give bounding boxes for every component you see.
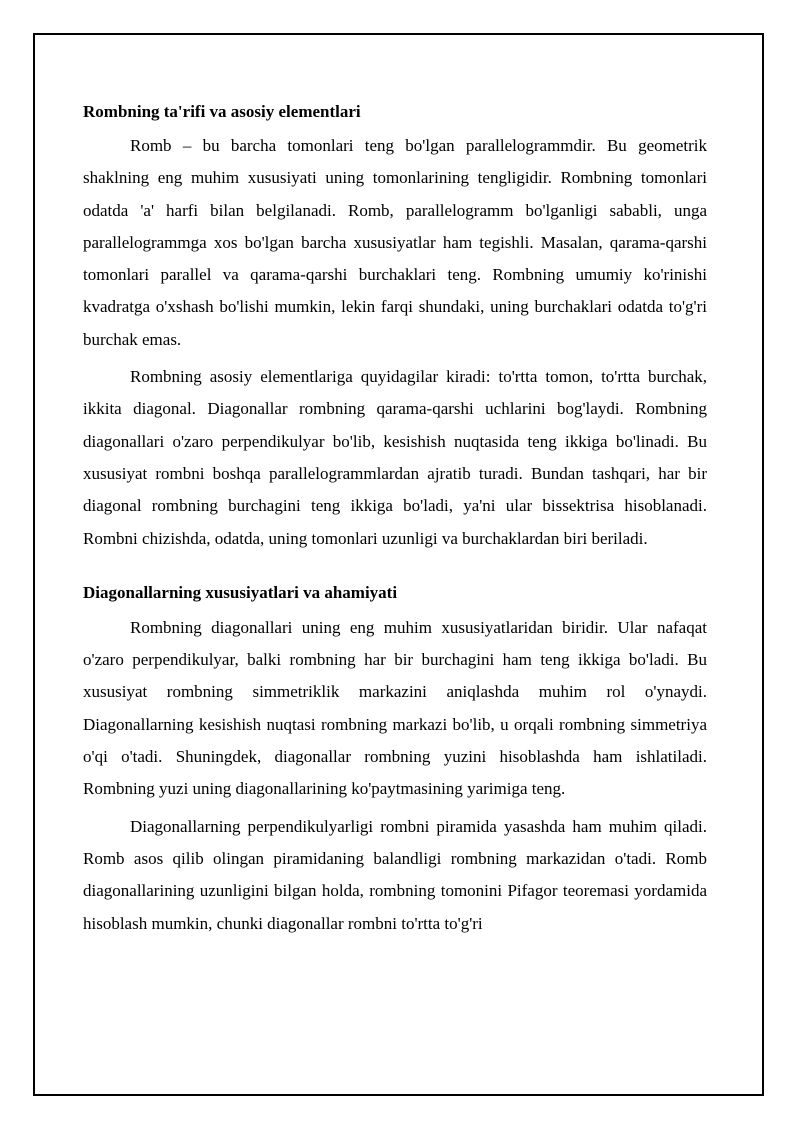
section-heading-diagonals: Diagonallarning xususiyatlari va ahamiyati [83,582,398,602]
paragraph-diagonal-properties: Rombning diagonallari uning eng muhim xususiyatlaridan biridir. Ular nafaqat o'zaro perpendikulyar, balki rombning har bir burchagini ham teng ikkiga bo'ladi. Bu xususiyat rombning simmetriklik markazini aniqlashda muhim rol o'ynaydi. Diagonallarning kesishish nuqtasi rombning markazi bo'lib, u orqali rombning simmetriya o'qi o'tadi. Shuningdek, diagonallar rombning yuzini hisoblashda ham ishlatiladi. Rombning yuzi uning diagonallarining ko'paytmasining yarimiga teng. [83,617,707,799]
document-body [83,96,707,945]
paragraph-diagonal-perpendicularity: Diagonallarning perpendikulyarligi rombni piramida yasashda ham muhim qiladi. Romb asos qilib olingan piramidaning balandligi rombning markazidan o'tadi. Romb diagonallarining uzunligini bilgan holda, rombning tomonini Pifagor teoremasi yordamida hisoblash mumkin, chunki diagonallar rombni to'rtta to'g'ri [83,816,707,933]
section-heading-definition: Rombning ta'rifi va asosiy elementlari [83,102,361,121]
paragraph-elements: Rombning asosiy elementlariga quyidagilar kiradi: to'rtta tomon, to'rtta burchak, ikkita diagonal. Diagonallar rombning qarama-qarshi uchlarini bog'laydi. Rombning diagonallari o'zaro perpendikulyar bo'lib, kesishish nuqtasida teng ikkiga bo'linadi. Bu xususiyat rombni boshqa parallelogrammlardan ajratib turadi. Bundan tashqari, har bir diagonal rombning burchagini teng ikkiga bo'ladi, ya'ni ular bissektrisa hisoblanadi. Rombni chizishda, odatda, uning tomonlari uzunligi va burchaklardan biri beriladi. [83,367,707,548]
paragraph-definition: Romb – bu barcha tomonlari teng bo'lgan parallelogrammdir. Bu geometrik shaklning eng muhim xususiyati uning tomonlarining tengligidir. Rombning tomonlari odatda 'a' harfi bilan belgilanadi. Romb, parallelogramm bo'lganligi sababli, unga parallelogrammga xos bo'lgan barcha xususiyatlar ham tegishli. Masalan, qarama-qarshi tomonlari parallel va qarama-qarshi burchaklari teng. Rombning umumiy ko'rinishi kvadratga o'xshash bo'lishi mumkin, lekin farqi shundaki, uning burchaklari odatda to'g'ri burchak emas. [83,136,707,349]
